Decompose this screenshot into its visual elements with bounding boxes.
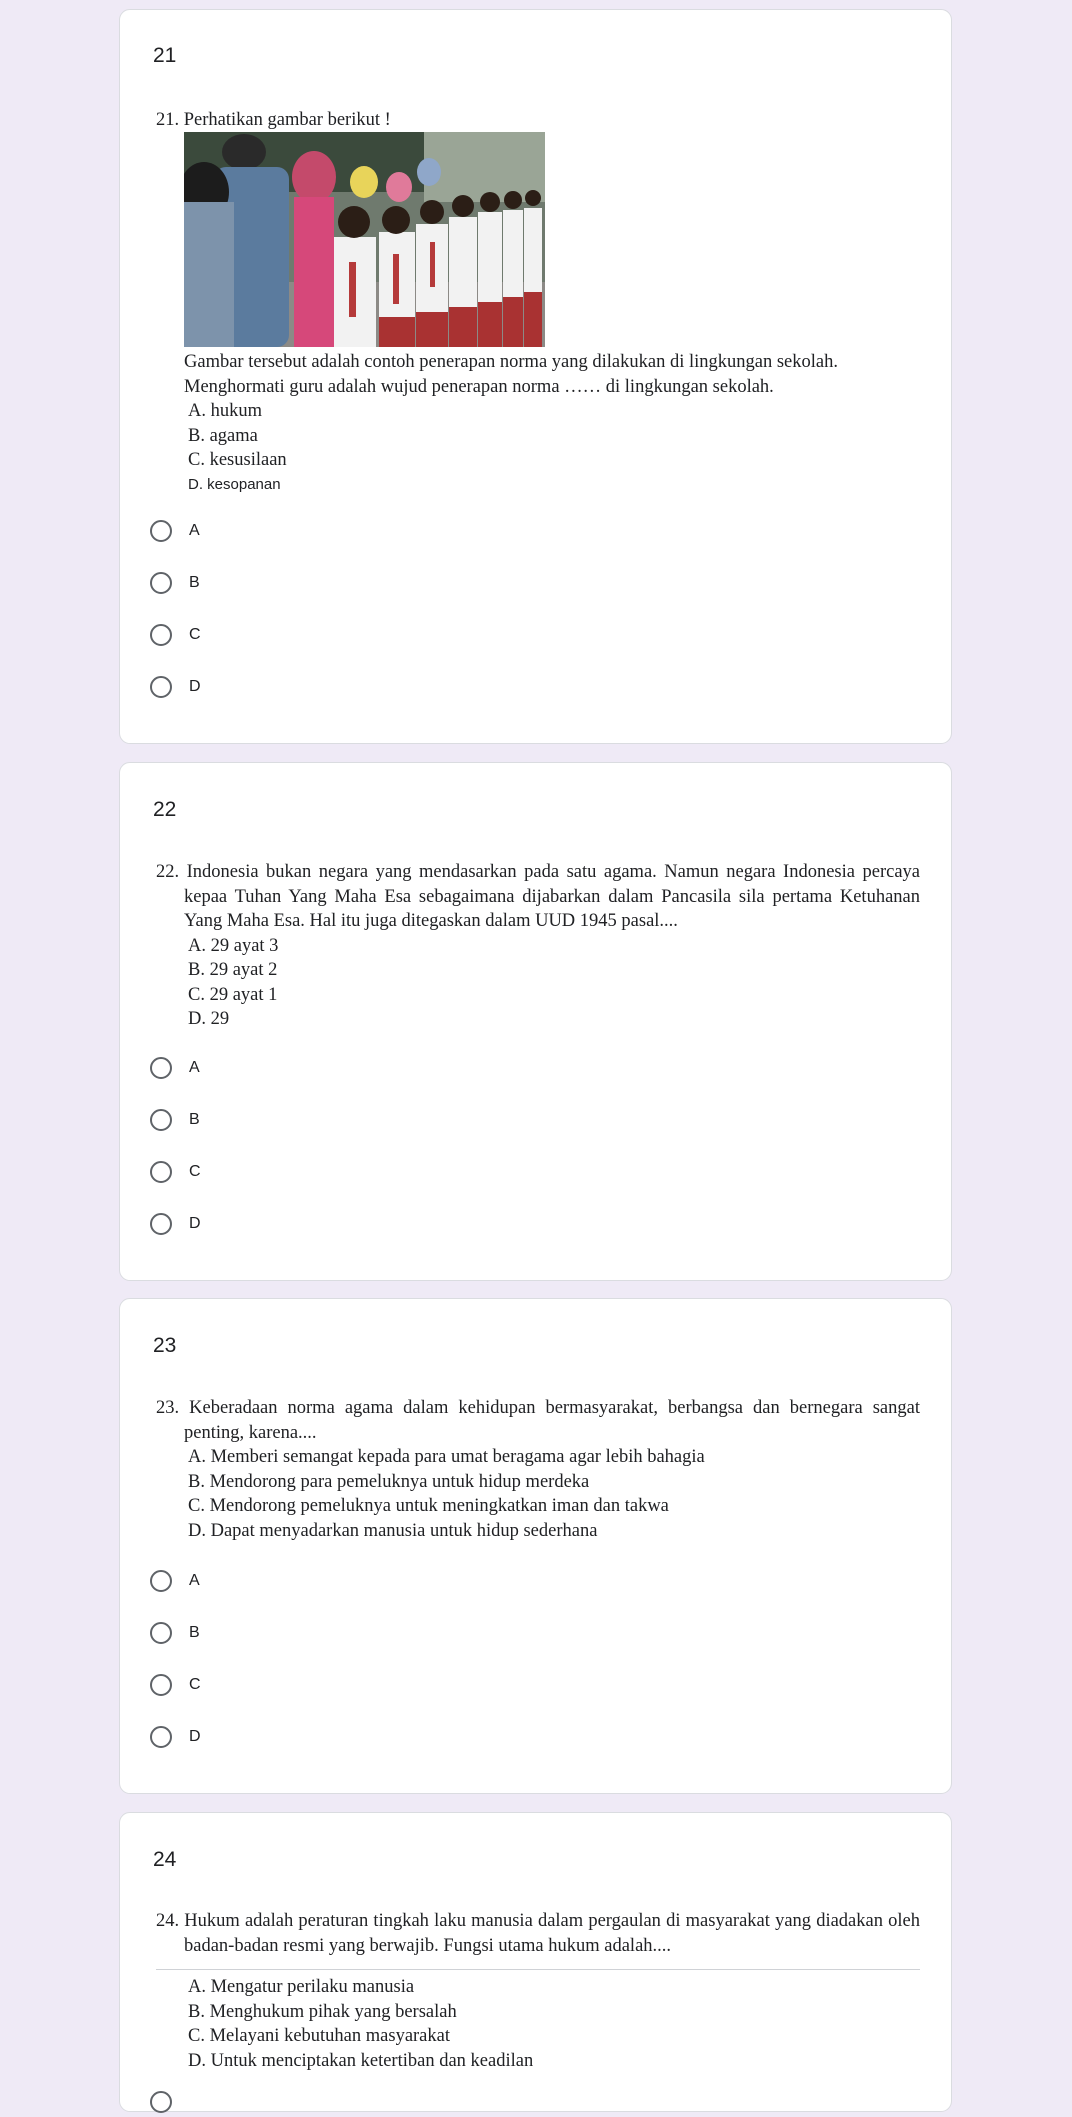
option-label: A [189, 1572, 200, 1589]
option-c[interactable] [150, 1157, 201, 1187]
option-label: C [189, 1676, 201, 1693]
question-card-21 [119, 9, 952, 744]
option-label: C [189, 1163, 201, 1180]
option-d[interactable] [150, 1722, 201, 1752]
option-label: B [189, 1624, 200, 1641]
radio-button-icon[interactable] [150, 1109, 172, 1131]
option-c[interactable] [150, 1670, 201, 1700]
choice-text: B. agama [188, 425, 258, 446]
choice-text: D. Dapat menyadarkan manusia untuk hidup sederhana [188, 1520, 598, 1541]
question-text [156, 1396, 920, 1543]
option-label: A [189, 522, 200, 539]
radio-button-icon[interactable] [150, 1726, 172, 1748]
radio-button-icon[interactable] [150, 1213, 172, 1235]
option-c[interactable] [150, 620, 201, 650]
radio-button-icon[interactable] [150, 1622, 172, 1644]
question-stem: 24. Hukum adalah peraturan tingkah laku manusia dalam pergaulan di masyarakat yang diadakan oleh badan-badan resmi yang berwajib. Fungsi utama hukum adalah.... [156, 1911, 920, 1956]
question-text [156, 860, 920, 1032]
option-a[interactable] [150, 1053, 200, 1083]
option-b[interactable] [150, 1105, 200, 1135]
question-stem: 23. Keberadaan norma agama dalam kehidupan bermasyarakat, berbangsa dan bernegara sangat penting, karena.... [156, 1398, 920, 1443]
question-text-continued [156, 350, 920, 497]
option-label: B [189, 1111, 200, 1128]
choice-text: A. 29 ayat 3 [188, 935, 279, 956]
choice-text: A. Memberi semangat kepada para umat beragama agar lebih bahagia [188, 1447, 705, 1467]
question-choices [156, 1975, 920, 2073]
question-card-22 [119, 762, 952, 1281]
divider [156, 1969, 920, 1970]
option-a[interactable] [150, 2087, 172, 2117]
choice-text: B. Menghukum pihak yang bersalah [188, 2001, 457, 2022]
option-a[interactable] [150, 1566, 200, 1596]
question-number: 23 [153, 1334, 177, 1357]
option-a[interactable] [150, 516, 200, 546]
question-photo [184, 132, 545, 347]
radio-button-icon[interactable] [150, 1674, 172, 1696]
radio-button-icon[interactable] [150, 1057, 172, 1079]
option-label: B [189, 574, 200, 591]
students-shaking-hands-photo [184, 132, 545, 347]
question-number: 22 [153, 798, 177, 821]
question-line: Gambar tersebut adalah contoh penerapan norma yang dilakukan di lingkungan sekolah. [184, 352, 838, 372]
option-d[interactable] [150, 1209, 201, 1239]
radio-button-icon[interactable] [150, 520, 172, 542]
radio-button-icon[interactable] [150, 2091, 172, 2113]
choice-text: D. kesopanan [188, 475, 281, 493]
option-d[interactable] [150, 672, 201, 702]
question-stem: 21. Perhatikan gambar berikut ! [156, 110, 391, 130]
choice-text: B. Mendorong para pemeluknya untuk hidup merdeka [188, 1471, 590, 1492]
option-b[interactable] [150, 568, 200, 598]
choice-text: A. Mengatur perilaku manusia [188, 1977, 415, 1997]
choice-text: D. 29 [188, 1009, 230, 1029]
option-label: D [189, 1215, 201, 1232]
choice-text: D. Untuk menciptakan ketertiban dan keadilan [188, 2050, 534, 2071]
question-text [156, 1909, 920, 1958]
radio-button-icon[interactable] [150, 1570, 172, 1592]
question-number: 24 [153, 1848, 177, 1871]
choice-text: C. 29 ayat 1 [188, 984, 278, 1005]
radio-button-icon[interactable] [150, 572, 172, 594]
radio-button-icon[interactable] [150, 1161, 172, 1183]
question-card-24 [119, 1812, 952, 2112]
choice-text: C. Melayani kebutuhan masyarakat [188, 2026, 450, 2046]
question-text [156, 108, 920, 133]
radio-button-icon[interactable] [150, 676, 172, 698]
question-line: Menghormati guru adalah wujud penerapan norma …… di lingkungan sekolah. [184, 376, 774, 397]
choice-text: B. 29 ayat 2 [188, 960, 278, 980]
choice-text: C. kesusilaan [188, 450, 287, 470]
question-stem: 22. Indonesia bukan negara yang mendasarkan pada satu agama. Namun negara Indonesia percaya kepaa Tuhan Yang Maha Esa sebagaimana dijabarkan dalam Pancasila sila pertama Ketuhanan Yang Maha Esa. Hal itu juga ditegaskan dalam UUD 1945 pasal.... [156, 862, 920, 931]
choice-text: C. Mendorong pemeluknya untuk meningkatkan iman dan takwa [188, 1496, 669, 1516]
radio-button-icon[interactable] [150, 624, 172, 646]
option-label: A [189, 1059, 200, 1076]
option-b[interactable] [150, 1618, 200, 1648]
option-label: D [189, 1728, 201, 1745]
question-card-23 [119, 1298, 952, 1794]
option-label: D [189, 678, 201, 695]
option-label: C [189, 626, 201, 643]
question-number: 21 [153, 44, 177, 67]
choice-text: A. hukum [188, 401, 262, 421]
